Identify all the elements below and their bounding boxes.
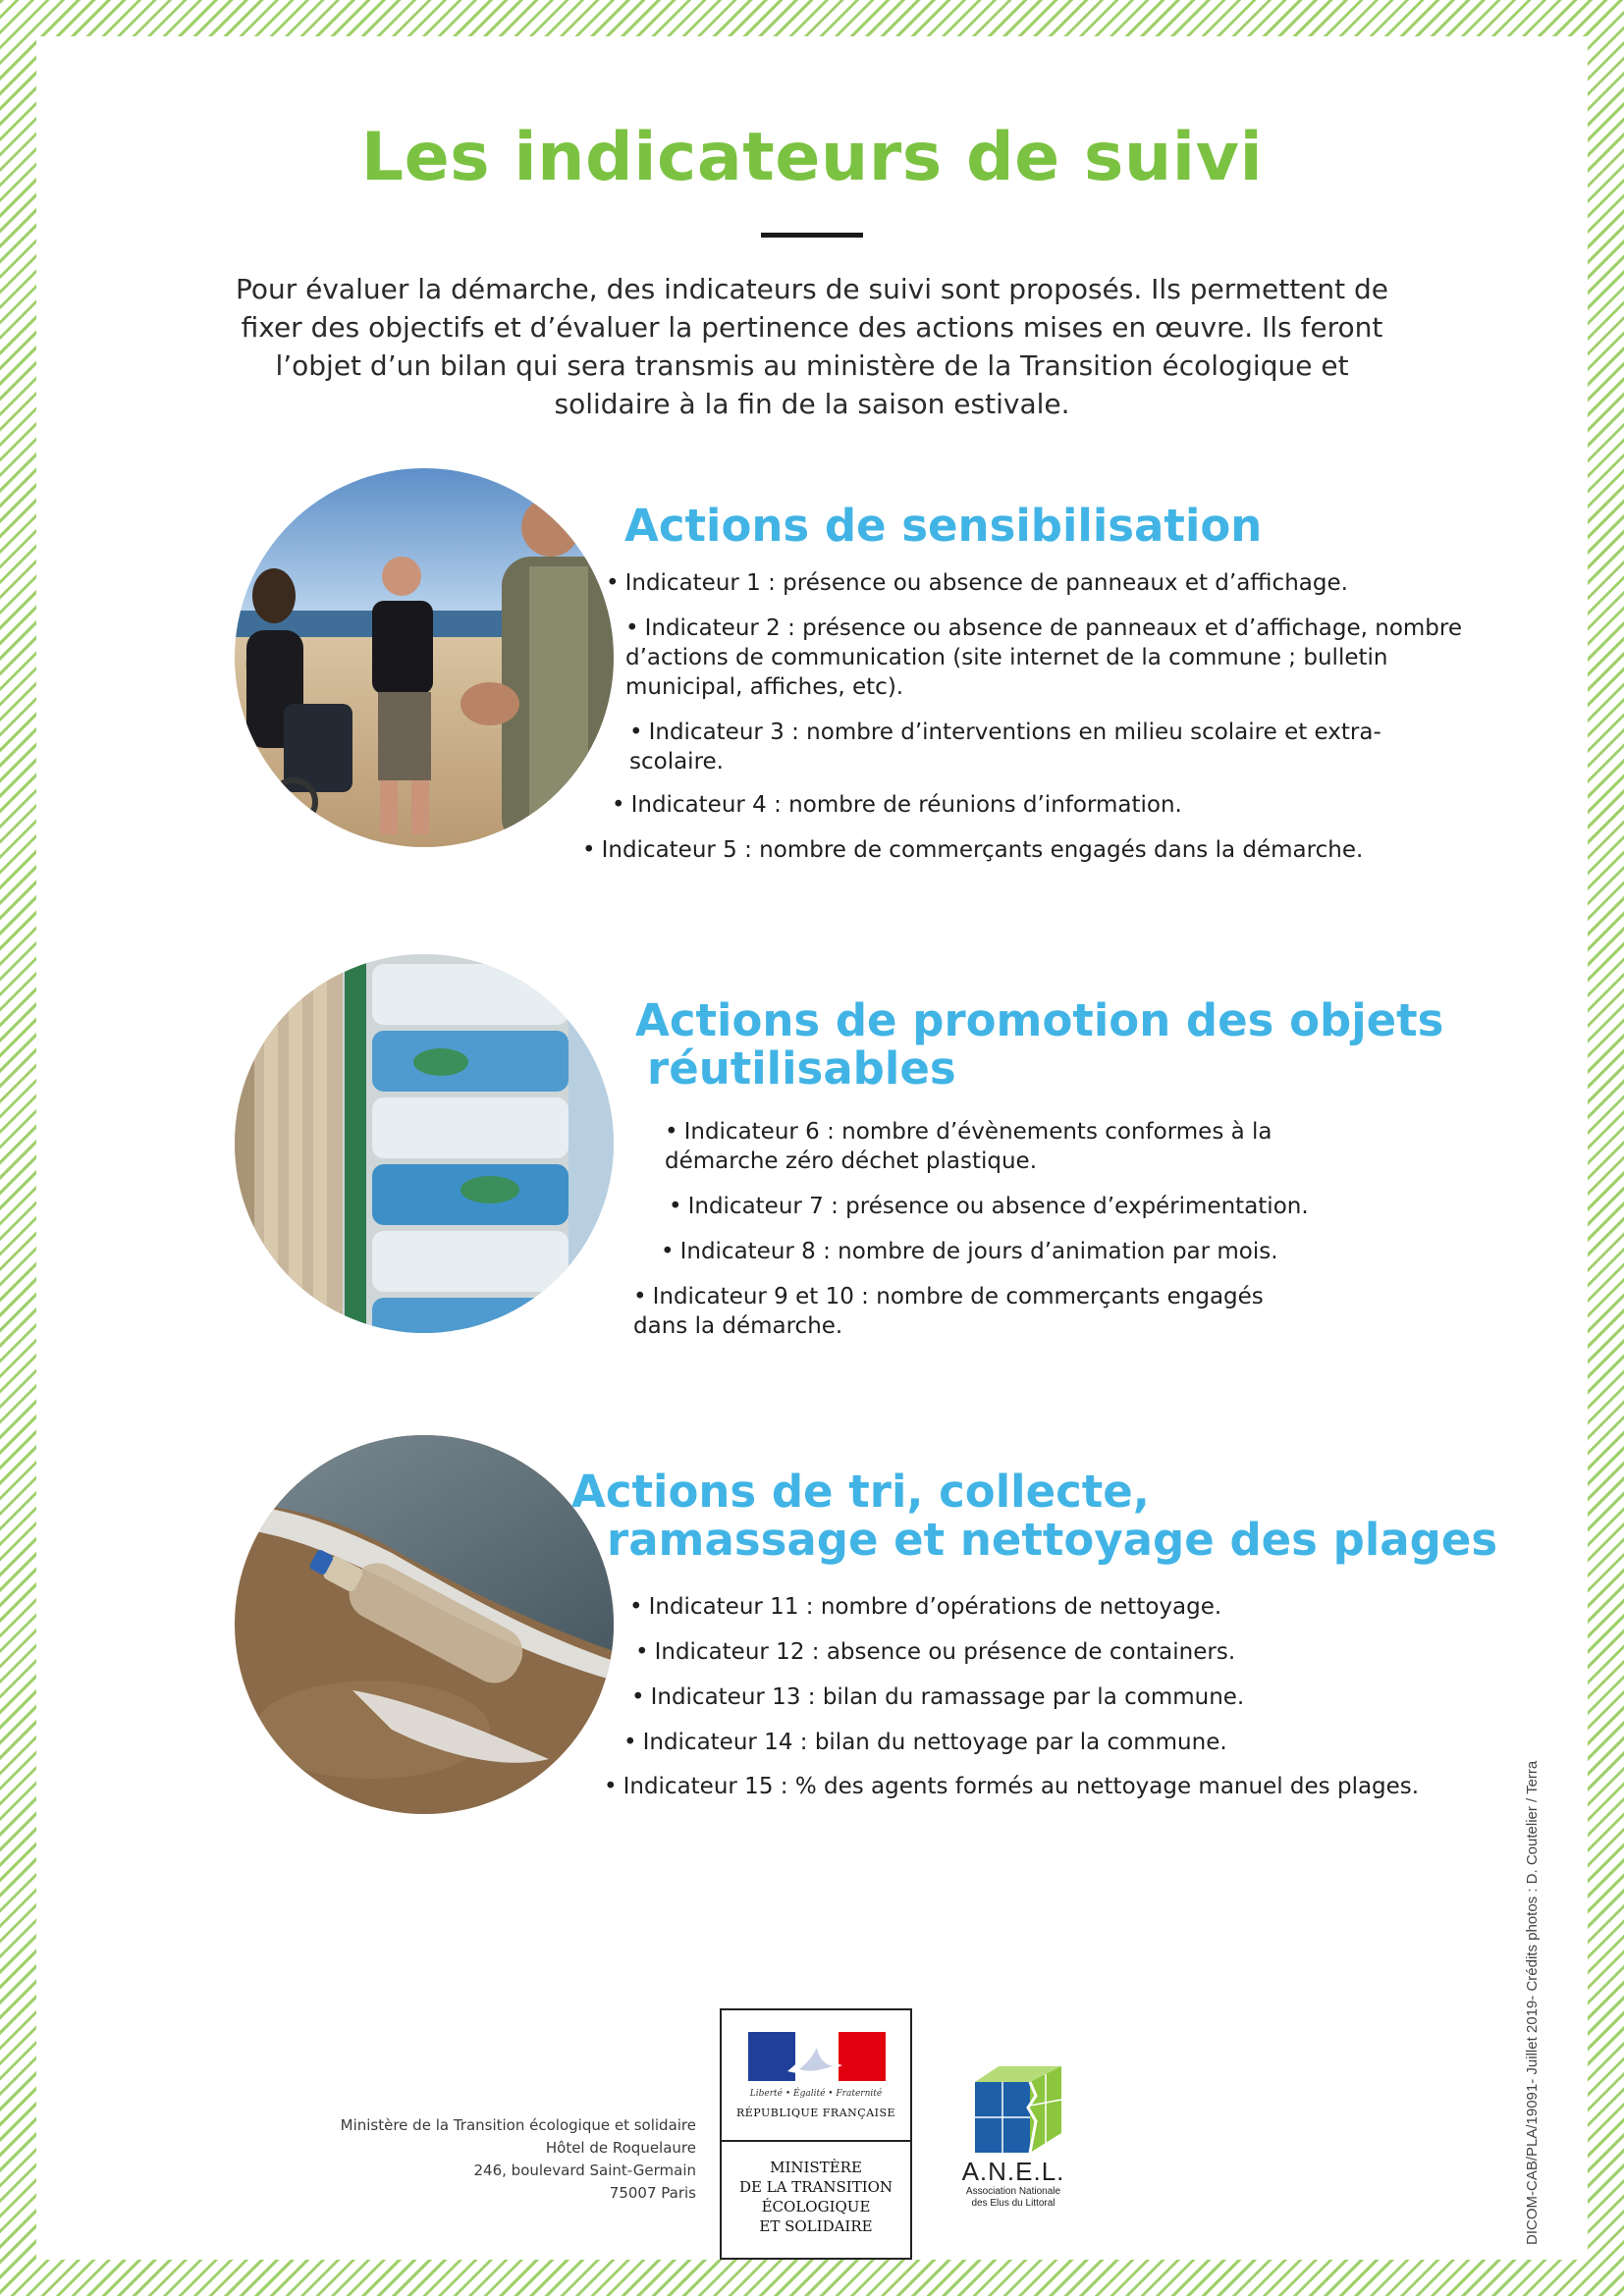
address-line: 246, boulevard Saint-Germain bbox=[473, 2162, 696, 2179]
indicator-15: • Indicateur 15 : % des agents formés au nettoyage manuel des plages. bbox=[604, 1774, 1420, 1799]
anel-name: A.N.E.L. bbox=[961, 2157, 1065, 2186]
section-2-title-line-1: Actions de promotion des objets bbox=[635, 994, 1444, 1046]
photo-beach-people bbox=[235, 468, 614, 847]
section-3-title-line-2: ramassage et nettoyage des plages bbox=[607, 1514, 1498, 1566]
marianne-logo bbox=[720, 2008, 912, 2260]
anel-subtitle bbox=[959, 2186, 1067, 2210]
section-2-title-line-2: réutilisables bbox=[647, 1042, 956, 1095]
photo-credits: DICOM-CAB/PLA/19091- Juillet 2019- Crédits photos : D. Coutelier / Terra bbox=[1524, 1760, 1541, 2245]
indicator-7: • Indicateur 7 : présence ou absence d’expérimentation. bbox=[669, 1194, 1309, 1219]
ministry-line: MINISTÈRE bbox=[770, 2159, 862, 2176]
marianne-flag-icon bbox=[748, 2032, 886, 2081]
ministry-line: ET SOLIDAIRE bbox=[759, 2217, 873, 2235]
indicator-8: • Indicateur 8 : nombre de jours d’animation par mois. bbox=[661, 1239, 1278, 1264]
photo-reusable-cups bbox=[235, 954, 614, 1333]
indicator-3: • Indicateur 3 : nombre d’interventions en milieu scolaire et extra-scolaire. bbox=[629, 720, 1381, 774]
section-2-title bbox=[635, 996, 1519, 1093]
address-line: Ministère de la Transition écologique et solidaire bbox=[340, 2116, 696, 2134]
indicator-5: • Indicateur 5 : nombre de commerçants engagés dans la démarche. bbox=[582, 837, 1364, 863]
ministry-name bbox=[722, 2158, 910, 2236]
ministry-line: DE LA TRANSITION bbox=[738, 2178, 893, 2196]
indicator-6: • Indicateur 6 : nombre d’évènements conformes à la démarche zéro déchet plastique. bbox=[665, 1119, 1272, 1174]
indicator-12: • Indicateur 12 : absence ou présence de containers. bbox=[635, 1639, 1236, 1665]
anel-subtitle-line: Association Nationale bbox=[965, 2186, 1061, 2197]
indicator-9-10: • Indicateur 9 et 10 : nombre de commerçants engagés dans la démarche. bbox=[633, 1284, 1264, 1339]
ministry-address bbox=[331, 2114, 696, 2205]
indicator-4: • Indicateur 4 : nombre de réunions d’information. bbox=[612, 792, 1182, 818]
section-1-title bbox=[624, 502, 1262, 550]
address-line: Hôtel de Roquelaure bbox=[545, 2139, 696, 2157]
republic-motto: Liberté • Égalité • Fraternité bbox=[749, 2089, 883, 2099]
title-divider bbox=[761, 233, 863, 238]
anel-cube-icon bbox=[971, 2062, 1065, 2157]
republic-name: RÉPUBLIQUE FRANÇAISE bbox=[735, 2107, 896, 2119]
photo-bottle-beach bbox=[235, 1435, 614, 1814]
section-3-title-line-1: Actions de tri, collecte, bbox=[571, 1466, 1150, 1518]
intro-paragraph: Pour évaluer la démarche, des indicateurs de suivi sont proposés. Ils permettent de fixer des objectifs et d’évaluer la pertinence des actions mises en œuvre. Ils feront l’objet d’un bilan qui sera transmis au ministère de la Transition écologique et solidaire à la fin de la saison estivale. bbox=[235, 273, 1389, 420]
indicator-1: • Indicateur 1 : présence ou absence de panneaux et d’affichage. bbox=[606, 570, 1348, 596]
section-1-title-line: Actions de sensibilisation bbox=[624, 500, 1263, 552]
section-3-title bbox=[571, 1468, 1553, 1564]
anel-logo bbox=[959, 2062, 1067, 2259]
anel-subtitle-line: des Elus du Littoral bbox=[971, 2198, 1056, 2209]
page-title: Les indicateurs de suivi bbox=[360, 119, 1264, 196]
address-line: 75007 Paris bbox=[609, 2184, 696, 2202]
poster-sheet bbox=[36, 36, 1588, 2260]
indicator-14: • Indicateur 14 : bilan du nettoyage par la commune. bbox=[623, 1730, 1227, 1755]
indicator-13: • Indicateur 13 : bilan du ramassage par la commune. bbox=[631, 1684, 1245, 1710]
ministry-line: ÉCOLOGIQUE bbox=[761, 2198, 871, 2216]
marianne-divider bbox=[722, 2140, 910, 2142]
indicator-11: • Indicateur 11 : nombre d’opérations de nettoyage. bbox=[629, 1594, 1222, 1620]
indicator-2: • Indicateur 2 : présence ou absence de panneaux et d’affichage, nombre d’actions de communication (site internet de la commune ; bulletin municipal, affiches, etc). bbox=[625, 615, 1462, 700]
